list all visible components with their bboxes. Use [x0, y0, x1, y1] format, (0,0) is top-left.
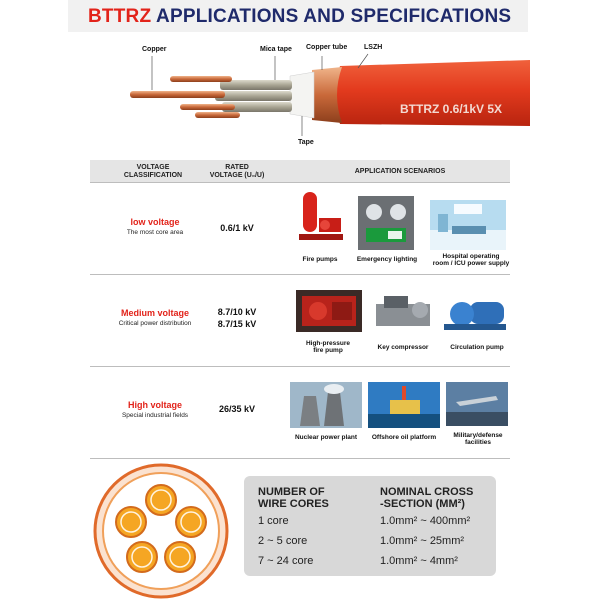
- spec-cross-1: 1.0mm² ~ 400mm²: [380, 515, 471, 527]
- circulation-pump-image: [440, 294, 510, 334]
- mica-core-1: [220, 80, 292, 90]
- divider: [90, 366, 510, 367]
- label-copper-tube: Copper tube: [306, 44, 348, 51]
- spec-cores-3: 7 ~ 24 core: [258, 555, 314, 567]
- header-scenarios: APPLICATION SCENARIOS: [354, 168, 446, 175]
- row-low-voltage-class: low voltage The most core area: [126, 217, 184, 236]
- spec-cores-1: 1 core: [258, 515, 289, 527]
- fire-pump-image: [295, 188, 345, 250]
- sheath-print: BTTRZ 0.6/1kV 5X: [400, 102, 503, 116]
- scene-emergency-lighting: Emergency lighting: [356, 256, 418, 263]
- row-low-voltage-rating: 0.6/1 kV: [220, 223, 254, 233]
- divider: [90, 274, 510, 275]
- divider: [90, 182, 510, 183]
- compressor-image: [370, 290, 436, 334]
- row-high-voltage-class: High voltage Special industrial fields: [121, 400, 189, 419]
- title-rest: APPLICATIONS AND SPECIFICATIONS: [151, 6, 512, 27]
- row-medium-voltage-class: Medium voltage Critical power distribution: [118, 308, 192, 327]
- cable-illustration: [90, 36, 530, 154]
- nuclear-plant-image: [290, 382, 362, 428]
- hospital-room-image: [430, 200, 506, 250]
- lszh-sheath: [335, 60, 530, 126]
- page-title: [88, 6, 511, 28]
- spec-cores-2: 2 ~ 5 core: [258, 535, 308, 547]
- scene-nuclear-plant: Nuclear power plant: [294, 434, 358, 441]
- divider: [90, 458, 510, 459]
- scene-fire-pumps: Fire pumps: [302, 256, 338, 263]
- emergency-lighting-image: [358, 196, 414, 250]
- scene-key-compressor: Key compressor: [377, 344, 429, 351]
- label-lszh: LSZH: [364, 44, 383, 51]
- spec-header-cores: NUMBER OF WIRE CORES: [258, 486, 329, 510]
- title-brand: BTTRZ: [88, 6, 152, 27]
- high-pressure-pump-image: [296, 290, 362, 332]
- row-medium-voltage-rating: 8.7/10 kV 8.7/15 kV: [217, 307, 257, 329]
- label-tape: Tape: [298, 139, 314, 146]
- label-mica-tape: Mica tape: [260, 46, 292, 53]
- offshore-platform-image: [368, 382, 440, 428]
- scene-offshore-platform: Offshore oil platform: [371, 434, 437, 441]
- label-copper: Copper: [142, 46, 167, 53]
- cable-cross-section: [92, 462, 230, 600]
- header-voltage-class: VOLTAGE CLASSIFICATION: [123, 164, 183, 179]
- spec-cross-2: 1.0mm² ~ 25mm²: [380, 535, 465, 547]
- scene-high-pressure-pump: High-pressure fire pump: [305, 340, 351, 354]
- military-image: [446, 382, 508, 426]
- copper-conductor-3: [180, 104, 235, 110]
- white-tape: [290, 72, 314, 118]
- cable-drawing: [90, 36, 530, 154]
- spec-cross-3: 1.0mm² ~ 4mm²: [380, 555, 458, 567]
- spec-panel: [244, 476, 496, 576]
- scene-hospital: Hospital operating room / ICU power supply: [432, 253, 510, 267]
- row-high-voltage-rating: 26/35 kV: [218, 404, 256, 414]
- spec-header-cross: NOMINAL CROSS -SECTION (MM²): [380, 486, 474, 510]
- header-rated-voltage: RATED VOLTAGE (U₀/U): [209, 164, 265, 179]
- mica-core-2: [215, 91, 292, 101]
- copper-conductor-2: [130, 91, 225, 98]
- scene-circulation-pump: Circulation pump: [450, 344, 504, 351]
- copper-conductor-1: [170, 76, 232, 82]
- scene-military: Military/defense facilities: [453, 432, 503, 446]
- copper-conductor-4: [195, 112, 240, 118]
